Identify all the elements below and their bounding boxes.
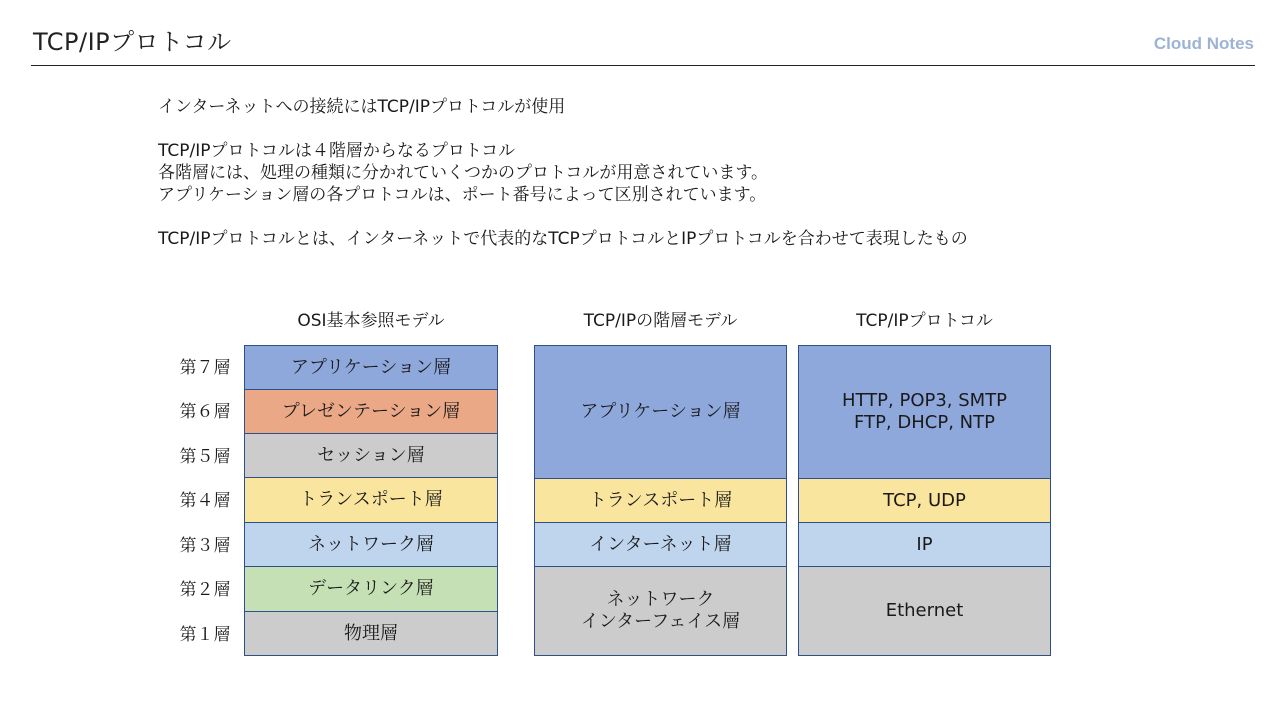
osi-session-layer: [244, 433, 498, 478]
cell-label: インターネット層: [589, 533, 732, 555]
slide-title: TCP/IPプロトコル: [33, 28, 232, 56]
layer-label-3: 第３層: [179, 536, 231, 556]
cell-label: TCP, UDP: [883, 489, 966, 511]
intro-line: 各階層には、処理の種類に分かれていくつかのプロトコルが用意されています。: [158, 163, 768, 183]
layer-label-1: 第１層: [179, 625, 231, 645]
title-divider: [31, 65, 1255, 66]
cell-label: FTP, DHCP, NTP: [854, 412, 995, 433]
osi-network-layer: [244, 522, 498, 567]
cell-label: IP: [916, 533, 933, 555]
osi-physical-layer: [244, 611, 498, 656]
cell-label: 物理層: [344, 622, 398, 644]
tcpip-transport-layer: [534, 478, 787, 523]
protocol-application-cell: [798, 345, 1051, 479]
cell-label: アプリケーション層: [580, 401, 741, 422]
cell-label: セッション層: [317, 444, 425, 466]
layer-label-7: 第７層: [179, 358, 231, 378]
tcpip-network-interface-layer: [534, 566, 787, 656]
osi-datalink-layer: [244, 566, 498, 612]
protocol-internet-cell: [798, 522, 1051, 567]
tcpip-internet-layer: [534, 522, 787, 567]
tcpip-application-layer: [534, 345, 787, 479]
tcpip-protocol-header: TCP/IPプロトコル: [856, 311, 993, 331]
cell-label: プレゼンテーション層: [281, 400, 461, 422]
brand-logo: Cloud Notes: [1153, 34, 1254, 53]
protocol-network-interface-cell: [798, 566, 1051, 656]
intro-text: [158, 96, 1158, 250]
cell-label: HTTP, POP3, SMTP: [841, 390, 1008, 411]
intro-line: TCP/IPプロトコルとは、インターネットで代表的なTCPプロトコルとIPプロトコルを合わせて表現したもの: [158, 229, 968, 249]
layer-label-5: 第５層: [179, 447, 231, 467]
intro-line: インターネットへの接続にはTCP/IPプロトコルが使用: [158, 97, 566, 117]
osi-presentation-layer: [244, 389, 498, 434]
cell-label: ネットワーク: [606, 589, 715, 610]
osi-transport-layer: [244, 477, 498, 523]
cell-label: Ethernet: [885, 600, 964, 621]
cell-label: インターフェイス層: [580, 611, 741, 632]
intro-line: アプリケーション層の各プロトコルは、ポート番号によって区別されています。: [158, 185, 767, 205]
layer-label-4: 第４層: [179, 491, 231, 511]
protocol-transport-cell: [798, 478, 1051, 523]
osi-application-layer: [244, 345, 498, 390]
intro-line: TCP/IPプロトコルは４階層からなるプロトコル: [158, 141, 516, 161]
cell-label: トランスポート層: [588, 489, 733, 511]
cell-label: ネットワーク層: [308, 533, 434, 555]
layer-label-6: 第６層: [179, 402, 231, 422]
cell-label: アプリケーション層: [290, 356, 452, 378]
layer-label-2: 第２層: [179, 580, 231, 600]
cell-label: トランスポート層: [299, 489, 443, 510]
cell-label: データリンク層: [308, 578, 434, 599]
tcpip-model-header: TCP/IPの階層モデル: [583, 311, 738, 331]
osi-model-header: OSI基本参照モデル: [297, 311, 445, 331]
